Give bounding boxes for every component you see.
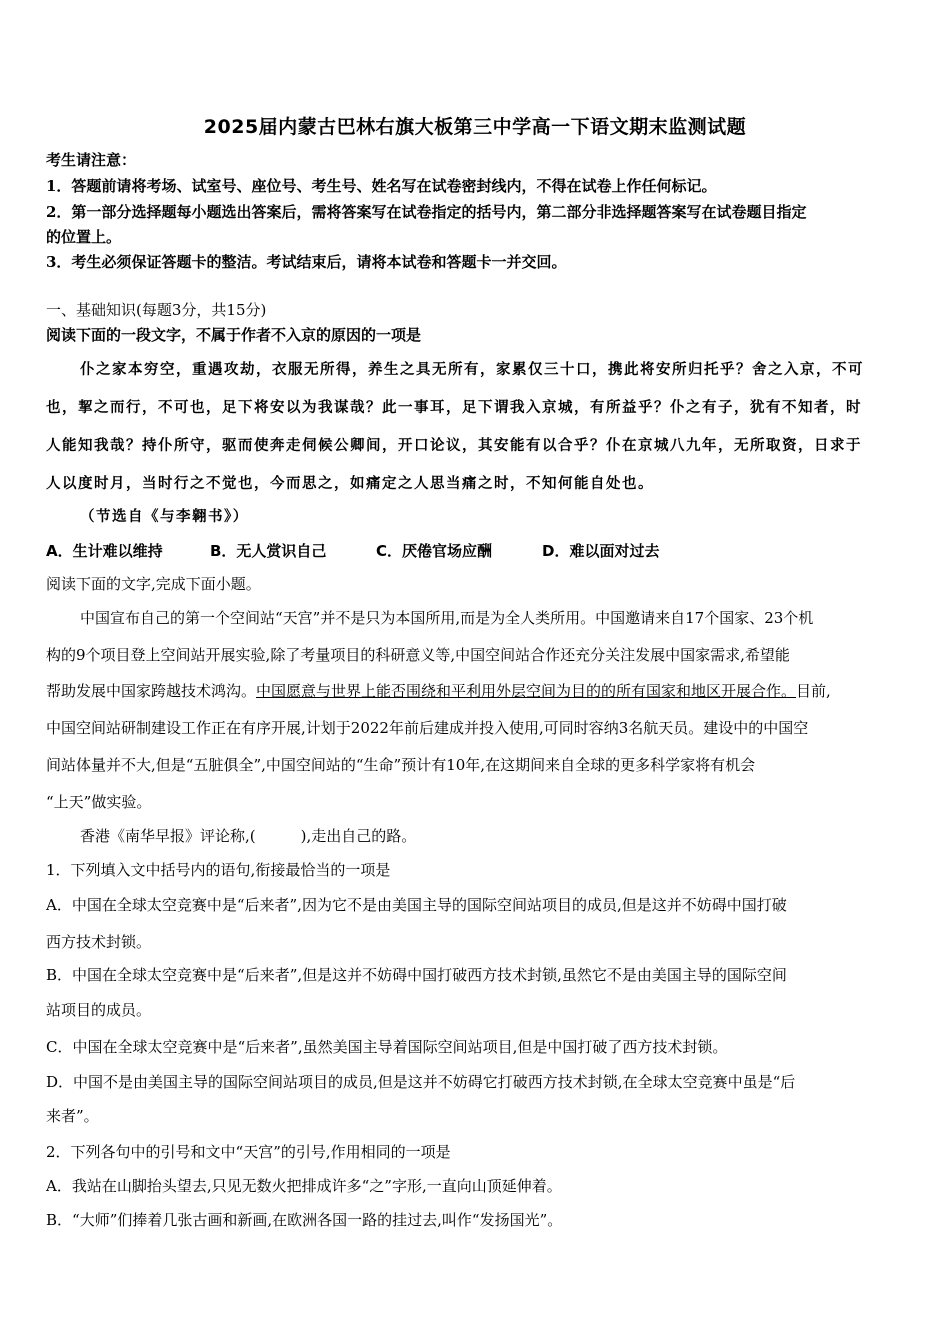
q1-line-3: B．中国在全球太空竞赛中是“后来者”,但是这并不妨碍中国打破西方技术封锁,虽然它不是由美国主导的国际空间 xyxy=(46,966,787,984)
option-d: D．难以面对过去 xyxy=(542,542,660,560)
q1-line-2: 西方技术封锁。 xyxy=(46,933,152,951)
option-a: A．生计难以维持 xyxy=(46,542,163,560)
question-emphasis: 不属于 xyxy=(196,326,242,344)
question-prefix: 阅读下面的一段文字， xyxy=(46,326,197,344)
notice-line-2: 2．第一部分选择题每小题选出答案后，需将答案写在试卷指定的括号内，第二部分非选择题答案写在试卷题目指定 xyxy=(46,203,807,221)
para1-line-6: “上天”做实验。 xyxy=(46,793,152,811)
para2: 香港《南华早报》评论称,( ),走出自己的路。 xyxy=(80,827,417,845)
option-c: C．厌倦官场应酬 xyxy=(376,542,493,560)
para1-line-2: 构的9个项目登上空间站开展实验,除了考量项目的科研意义等,中国空间站合作还充分关注发展中国家需求,希望能 xyxy=(46,646,790,664)
para1-line-3-suffix: 目前, xyxy=(796,682,831,700)
para1-line-5: 间站体量并不大,但是“五脏俱全”,中国空间站的“生命”预计有10年,在这期间来自全球的更多科学家将有机会 xyxy=(46,756,756,774)
q1-line-7: 来者”。 xyxy=(46,1107,99,1125)
q2-stem: 2．下列各句中的引号和文中“天宫”的引号,作用相同的一项是 xyxy=(46,1143,451,1161)
notice-line-1: 1．答题前请将考场、试室号、座位号、考生号、姓名写在试卷密封线内，不得在试卷上作任何标记。 xyxy=(46,177,717,195)
q1-line-4: 站项目的成员。 xyxy=(46,1001,152,1019)
q1-stem: 1．下列填入文中括号内的语句,衔接最恰当的一项是 xyxy=(46,861,391,879)
section1-question xyxy=(46,325,910,345)
notice-line-3: 的位置上。 xyxy=(46,228,122,246)
notice-line-4: 3．考生必须保证答题卡的整洁。考试结束后，请将本试卷和答题卡一并交回。 xyxy=(46,253,567,271)
q1-line-6: D．中国不是由美国主导的国际空间站项目的成员,但是这并不妨碍它打破西方技术封锁,在全球太空竞赛中虽是“后 xyxy=(46,1073,796,1091)
q1-line-5: C．中国在全球太空竞赛中是“后来者”,虽然美国主导着国际空间站项目,但是中国打破了西方技术封锁。 xyxy=(46,1038,728,1056)
section1-heading: 一、基础知识(每题3分，共15分) xyxy=(46,301,267,319)
q1-line-1: A．中国在全球太空竞赛中是“后来者”,因为它不是由美国主导的国际空间站项目的成员,但是这并不妨碍中国打破 xyxy=(46,896,787,914)
passage-line-1: 仆之家本穷空，重遇攻劫，衣服无所得，养生之具无所有，家累仅三十口，携此将安所归托乎？舍之入京，不可 xyxy=(80,362,864,378)
para1-line-1: 中国宣布自己的第一个空间站“天宫”并不是只为本国所用,而是为全人类所用。中国邀请来自17个国家、23个机 xyxy=(80,609,814,627)
para1-line-3 xyxy=(46,681,910,701)
question-suffix: 作者不入京的原因的一项是 xyxy=(241,326,422,344)
option-b: B．无人赏识自己 xyxy=(210,542,327,560)
passage-line-2: 也，挈之而行，不可也，足下将安以为我谋哉？此一事耳，足下谓我入京城，有所益乎？仆之有子，犹有不知者，时 xyxy=(46,400,862,416)
q2-line-2: B．“大师”们捧着几张古画和新画,在欧洲各国一路的挂过去,叫作“发扬国光”。 xyxy=(46,1211,563,1229)
passage-line-3: 人能知我哉？持仆所守，驱而使奔走伺候公卿间，开口论议，其安能有以合乎？仆在京城八九年，无所取资，日求于 xyxy=(46,438,862,454)
section2-intro: 阅读下面的文字,完成下面小题。 xyxy=(46,575,261,593)
passage-source: （节选自《与李翱书》） xyxy=(80,509,249,525)
q2-line-1: A．我站在山脚抬头望去,只见无数火把排成许多“之”字形,一直向山顶延伸着。 xyxy=(46,1177,562,1195)
notice-heading: 考生请注意： xyxy=(46,151,137,169)
page-title: 2025届内蒙古巴林右旗大板第三中学高一下语文期末监测试题 xyxy=(203,116,747,138)
passage-line-4: 人以度时月，当时行之不觉也，今而思之，如痛定之人思当痛之时，不知何能自处也。 xyxy=(46,476,654,492)
para1-line-3-prefix: 帮助发展中国家跨越技术鸿沟。 xyxy=(46,682,257,700)
para1-line-4: 中国空间站研制建设工作正在有序开展,计划于2022年前后建成并投入使用,可同时容纳3名航天员。建设中的中国空 xyxy=(46,719,809,737)
underlined-sentence: 中国愿意与世界上能否围绕和平利用外层空间为目的的所有国家和地区开展合作。 xyxy=(256,682,797,700)
